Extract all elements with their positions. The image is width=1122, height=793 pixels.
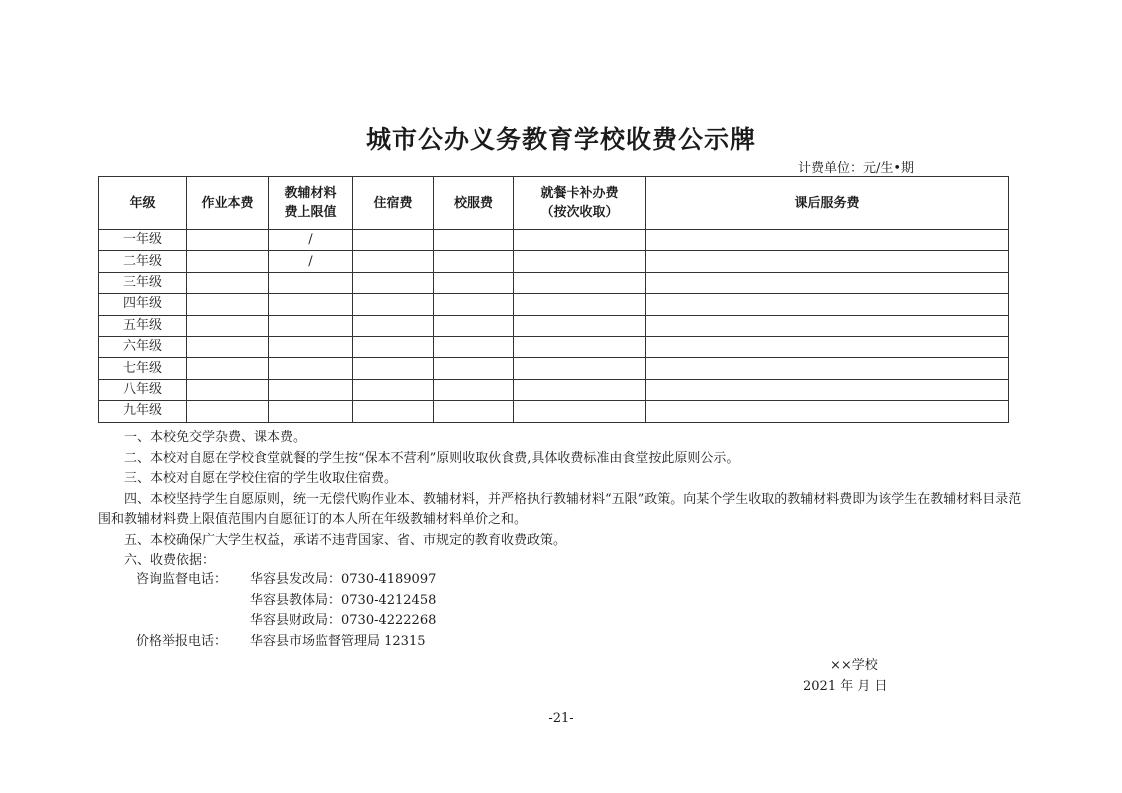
contact-label: 价格举报电话： <box>136 633 228 649</box>
table-row <box>99 315 1009 336</box>
fee-cell <box>646 230 1009 251</box>
fee-cell <box>353 379 434 400</box>
note-item: 六、收费依据： <box>124 553 216 568</box>
contact-value: 华容县财政局：0730-4222268 <box>250 613 437 629</box>
fee-cell <box>434 401 514 422</box>
table-row <box>99 379 1009 400</box>
contact-label: 咨询监督电话： <box>136 572 228 587</box>
fee-cell <box>514 358 646 379</box>
note-item: 二、本校对自愿在学校食堂就餐的学生按“保本不营利”原则收取伙食费,具体收费标准由食堂按此原则公示。 <box>124 450 740 466</box>
fee-cell <box>187 379 269 400</box>
fee-cell <box>353 230 434 251</box>
grade-cell: 五年级 <box>99 315 187 336</box>
fee-cell <box>353 251 434 272</box>
fee-cell <box>187 401 269 422</box>
fee-cell <box>353 272 434 293</box>
fee-cell <box>269 401 353 422</box>
fee-cell <box>514 251 646 272</box>
header-boarding-fee: 住宿费 <box>353 177 434 230</box>
grade-cell: 二年级 <box>99 251 187 272</box>
fee-cell <box>514 230 646 251</box>
fee-cell <box>269 315 353 336</box>
fee-cell <box>646 294 1009 315</box>
contact-row <box>0 570 1122 591</box>
grade-cell: 九年级 <box>99 401 187 422</box>
header-workbook-fee: 作业本费 <box>187 177 269 230</box>
fee-cell <box>269 336 353 357</box>
fee-cell <box>646 401 1009 422</box>
header-materials-cap: 教辅材料 费上限值 <box>269 177 353 230</box>
note-item: 三、本校对自愿在学校住宿的学生收取住宿费。 <box>124 471 398 486</box>
grade-cell: 四年级 <box>99 294 187 315</box>
fee-cell <box>646 358 1009 379</box>
fee-cell <box>434 272 514 293</box>
grade-cell: 七年级 <box>99 358 187 379</box>
fee-cell: / <box>269 230 353 251</box>
fee-cell <box>646 336 1009 357</box>
document-date: 2021 年 月 日 <box>803 679 888 694</box>
fee-cell <box>646 315 1009 336</box>
contact-value: 华容县教体局：0730-4212458 <box>250 592 437 608</box>
contact-row <box>0 632 1122 653</box>
fee-cell <box>434 379 514 400</box>
table-row <box>99 272 1009 293</box>
fee-cell <box>514 272 646 293</box>
grade-cell: 六年级 <box>99 336 187 357</box>
fee-basis-contacts <box>0 570 1122 652</box>
fee-table <box>98 176 1009 423</box>
fee-cell <box>187 272 269 293</box>
fee-cell <box>514 294 646 315</box>
notes-section <box>98 428 1028 572</box>
fee-cell <box>353 358 434 379</box>
table-row <box>99 358 1009 379</box>
fee-cell <box>187 358 269 379</box>
contact-row <box>0 591 1122 612</box>
fee-cell <box>269 358 353 379</box>
contact-row <box>0 611 1122 632</box>
header-grade: 年级 <box>99 177 187 230</box>
fee-cell <box>434 251 514 272</box>
fee-cell <box>646 272 1009 293</box>
fee-cell <box>269 294 353 315</box>
page-title: 城市公办义务教育学校收费公示牌 <box>365 125 756 154</box>
table-row <box>99 401 1009 422</box>
fee-cell <box>187 315 269 336</box>
table-row <box>99 294 1009 315</box>
grade-cell: 三年级 <box>99 272 187 293</box>
fee-cell <box>434 336 514 357</box>
billing-unit-label: 计费单位：元/生•期 <box>798 161 915 176</box>
fee-cell <box>646 379 1009 400</box>
table-row <box>99 336 1009 357</box>
note-item: 一、本校免交学杂费、课本费。 <box>124 430 307 445</box>
fee-cell <box>514 379 646 400</box>
fee-cell <box>434 230 514 251</box>
fee-cell <box>353 294 434 315</box>
header-meal-card-fee: 就餐卡补办费 （按次收取） <box>514 177 646 230</box>
contact-value: 华容县发改局：0730-4189097 <box>250 572 437 587</box>
fee-cell <box>187 336 269 357</box>
fee-cell <box>353 401 434 422</box>
fee-cell <box>514 315 646 336</box>
grade-cell: 一年级 <box>99 230 187 251</box>
contact-value: 华容县市场监督管理局 12315 <box>250 633 426 649</box>
fee-cell <box>434 294 514 315</box>
fee-cell <box>514 401 646 422</box>
header-uniform-fee: 校服费 <box>434 177 514 230</box>
page-number: -21- <box>548 711 574 726</box>
fee-cell <box>353 336 434 357</box>
table-row <box>99 230 1009 251</box>
fee-cell <box>269 272 353 293</box>
fee-cell: / <box>269 251 353 272</box>
fee-cell <box>646 251 1009 272</box>
fee-cell <box>514 336 646 357</box>
fee-cell <box>434 358 514 379</box>
fee-cell <box>187 230 269 251</box>
fee-cell <box>269 379 353 400</box>
header-after-school-fee: 课后服务费 <box>646 177 1009 230</box>
school-signature: ××学校 <box>830 658 878 673</box>
grade-cell: 八年级 <box>99 379 187 400</box>
fee-cell <box>187 294 269 315</box>
table-header-row <box>99 177 1009 230</box>
fee-cell <box>434 315 514 336</box>
fee-cell <box>187 251 269 272</box>
table-row <box>99 251 1009 272</box>
note-item: 四、本校坚持学生自愿原则，统一无偿代购作业本、教辅材料，并严格执行教辅材料“五限”政策。向某个学生收取的教辅材料费即为该学生在教辅材料目录范围和教辅材料费上限值范围内自愿征订的本人所在年级教辅材料单价之和。 <box>98 491 1022 527</box>
fee-cell <box>353 315 434 336</box>
note-item: 五、本校确保广大学生权益，承诺不违背国家、省、市规定的教育收费政策。 <box>124 532 567 548</box>
